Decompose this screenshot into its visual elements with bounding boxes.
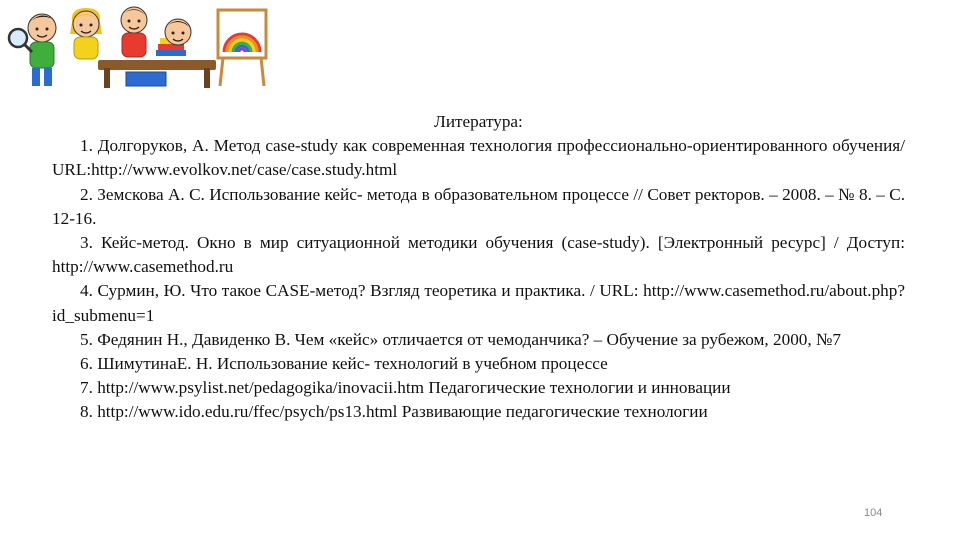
child-with-magnifier-icon [9,14,56,86]
reference-item-7: 7. http://www.psylist.net/pedagogika/inovacii.htm Педагогические технологии и инновации [80,378,731,398]
reference-item-2: 2. Земскова А. С. Использование кейс- метода в образовательном процессе // Совет ректоров. – 2008. – № 8. – С. 12-16. [52,184,905,228]
child-dark-hair-icon [165,19,191,45]
desk-icon [98,60,216,70]
reference-item-3: 3. Кейс-метод. Окно в мир ситуационной методики обучения (case-study). [Электронный ресурс] / Доступ: http://www.casemethod.ru [52,233,905,277]
references-section [52,110,905,425]
children-illustration-icon [6,2,268,92]
reference-item-1: 1. Долгоруков, А. Метод case-study как современная технология профессионально-ориентированного обучения/ URL:http://www.evolkov.net/case/case.study.html [52,136,905,180]
references-heading: Литература: [434,112,523,131]
reference-item-8: 8. http://www.ido.edu.ru/ffec/psych/ps13.html Развивающие педагогические технологии [80,402,708,422]
reference-item-6: 6. ШимутинаЕ. Н. Использование кейс- технологий в учебном процессе [80,354,608,374]
child-red-shirt-icon [121,7,147,57]
reference-item-5: 5. Федянин Н., Давиденко В. Чем «кейс» отличается от чемоданчика? – Обучение за рубежом, 2000, №7 [80,329,841,349]
reference-item-4: 4. Сурмин, Ю. Что такое CASE-метод? Взгляд теоретика и практика. / URL: http://www.casemethod.ru/about.php?id_submenu=1 [52,281,905,325]
child-yellow-hair-icon [70,8,102,59]
page-number: 104 [864,507,883,519]
books-icon [156,50,186,56]
easel-rainbow-icon [218,10,266,86]
